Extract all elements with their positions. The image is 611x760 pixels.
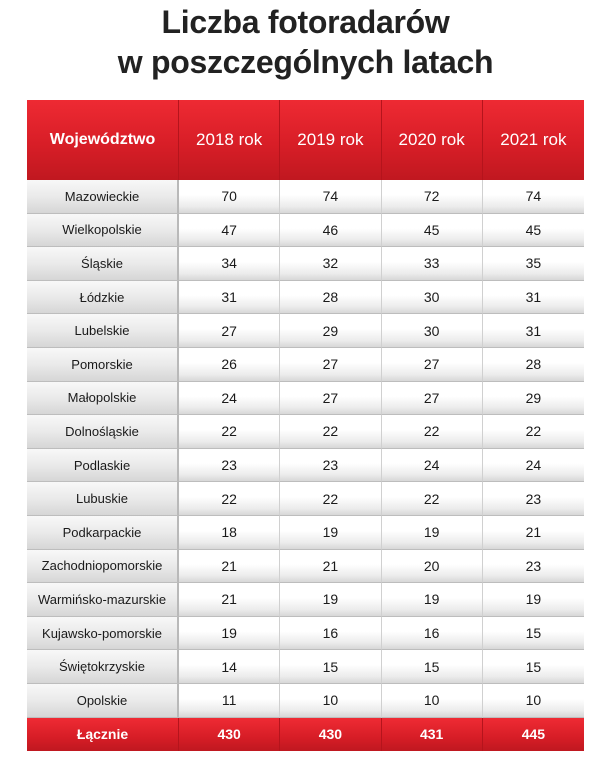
value-cell: 27	[280, 348, 381, 382]
value-cell: 20	[382, 550, 483, 584]
region-name-cell: Podlaskie	[27, 449, 179, 483]
title-line-1: Liczba fotoradarów	[161, 4, 450, 40]
value-cell: 18	[179, 516, 280, 550]
value-cell: 19	[382, 516, 483, 550]
value-cell: 46	[280, 214, 381, 248]
value-cell: 15	[382, 650, 483, 684]
page-title	[0, 2, 611, 82]
value-cell: 21	[483, 516, 584, 550]
table-row	[27, 449, 584, 483]
value-cell: 31	[179, 281, 280, 315]
value-cell: 74	[483, 180, 584, 214]
region-name-cell: Świętokrzyskie	[27, 650, 179, 684]
value-cell: 70	[179, 180, 280, 214]
region-name-cell: Lubelskie	[27, 314, 179, 348]
table-row	[27, 214, 584, 248]
table-row	[27, 281, 584, 315]
value-cell: 15	[280, 650, 381, 684]
value-cell: 45	[382, 214, 483, 248]
table-row	[27, 516, 584, 550]
table-row	[27, 247, 584, 281]
value-cell: 16	[280, 617, 381, 651]
region-name-cell: Wielkopolskie	[27, 214, 179, 248]
table-body	[27, 180, 584, 718]
value-cell: 22	[179, 482, 280, 516]
region-name-cell: Mazowieckie	[27, 180, 179, 214]
value-cell: 28	[280, 281, 381, 315]
value-cell: 72	[382, 180, 483, 214]
value-cell: 19	[179, 617, 280, 651]
value-cell: 10	[483, 684, 584, 718]
value-cell: 28	[483, 348, 584, 382]
value-cell: 23	[280, 449, 381, 483]
table-row	[27, 314, 584, 348]
value-cell: 45	[483, 214, 584, 248]
value-cell: 21	[179, 550, 280, 584]
value-cell: 30	[382, 281, 483, 315]
region-name-cell: Dolnośląskie	[27, 415, 179, 449]
value-cell: 30	[382, 314, 483, 348]
region-name-cell: Lubuskie	[27, 482, 179, 516]
value-cell: 19	[280, 516, 381, 550]
table-row	[27, 583, 584, 617]
region-name-cell: Łódzkie	[27, 281, 179, 315]
column-header-year: 2021 rok	[483, 100, 584, 180]
value-cell: 24	[179, 382, 280, 416]
value-cell: 31	[483, 281, 584, 315]
table-row	[27, 482, 584, 516]
value-cell: 14	[179, 650, 280, 684]
table-row	[27, 348, 584, 382]
column-header-region: Województwo	[27, 100, 179, 180]
value-cell: 22	[280, 415, 381, 449]
region-name-cell: Podkarpackie	[27, 516, 179, 550]
column-header-year: 2019 rok	[280, 100, 381, 180]
value-cell: 34	[179, 247, 280, 281]
table-row	[27, 415, 584, 449]
table-row	[27, 650, 584, 684]
total-row	[27, 718, 584, 751]
value-cell: 19	[483, 583, 584, 617]
table-row	[27, 382, 584, 416]
value-cell: 23	[179, 449, 280, 483]
value-cell: 10	[382, 684, 483, 718]
value-cell: 29	[280, 314, 381, 348]
value-cell: 11	[179, 684, 280, 718]
region-name-cell: Małopolskie	[27, 382, 179, 416]
value-cell: 35	[483, 247, 584, 281]
total-label-cell: Łącznie	[27, 718, 179, 751]
value-cell: 27	[382, 348, 483, 382]
value-cell: 31	[483, 314, 584, 348]
column-header-year: 2020 rok	[382, 100, 483, 180]
value-cell: 29	[483, 382, 584, 416]
region-name-cell: Zachodniopomorskie	[27, 550, 179, 584]
value-cell: 22	[382, 415, 483, 449]
value-cell: 19	[280, 583, 381, 617]
value-cell: 23	[483, 482, 584, 516]
total-value-cell: 445	[483, 718, 584, 751]
value-cell: 27	[179, 314, 280, 348]
value-cell: 19	[382, 583, 483, 617]
value-cell: 22	[483, 415, 584, 449]
table-header-row	[27, 100, 584, 180]
value-cell: 74	[280, 180, 381, 214]
value-cell: 23	[483, 550, 584, 584]
column-header-year: 2018 rok	[179, 100, 280, 180]
region-name-cell: Pomorskie	[27, 348, 179, 382]
value-cell: 27	[382, 382, 483, 416]
title-line-2: w poszczególnych latach	[117, 44, 494, 80]
total-value-cell: 430	[280, 718, 381, 751]
total-value-cell: 430	[179, 718, 280, 751]
value-cell: 32	[280, 247, 381, 281]
value-cell: 33	[382, 247, 483, 281]
value-cell: 15	[483, 617, 584, 651]
total-value-cell: 431	[382, 718, 483, 751]
table-row	[27, 684, 584, 718]
region-name-cell: Kujawsko-pomorskie	[27, 617, 179, 651]
value-cell: 27	[280, 382, 381, 416]
value-cell: 16	[382, 617, 483, 651]
value-cell: 26	[179, 348, 280, 382]
value-cell: 22	[280, 482, 381, 516]
value-cell: 24	[382, 449, 483, 483]
value-cell: 47	[179, 214, 280, 248]
speed-camera-table	[27, 100, 584, 751]
value-cell: 15	[483, 650, 584, 684]
value-cell: 10	[280, 684, 381, 718]
region-name-cell: Opolskie	[27, 684, 179, 718]
table-row	[27, 180, 584, 214]
region-name-cell: Śląskie	[27, 247, 179, 281]
value-cell: 22	[179, 415, 280, 449]
table-row	[27, 617, 584, 651]
region-name-cell: Warmińsko-mazurskie	[27, 583, 179, 617]
value-cell: 21	[280, 550, 381, 584]
value-cell: 21	[179, 583, 280, 617]
value-cell: 22	[382, 482, 483, 516]
table-row	[27, 550, 584, 584]
value-cell: 24	[483, 449, 584, 483]
